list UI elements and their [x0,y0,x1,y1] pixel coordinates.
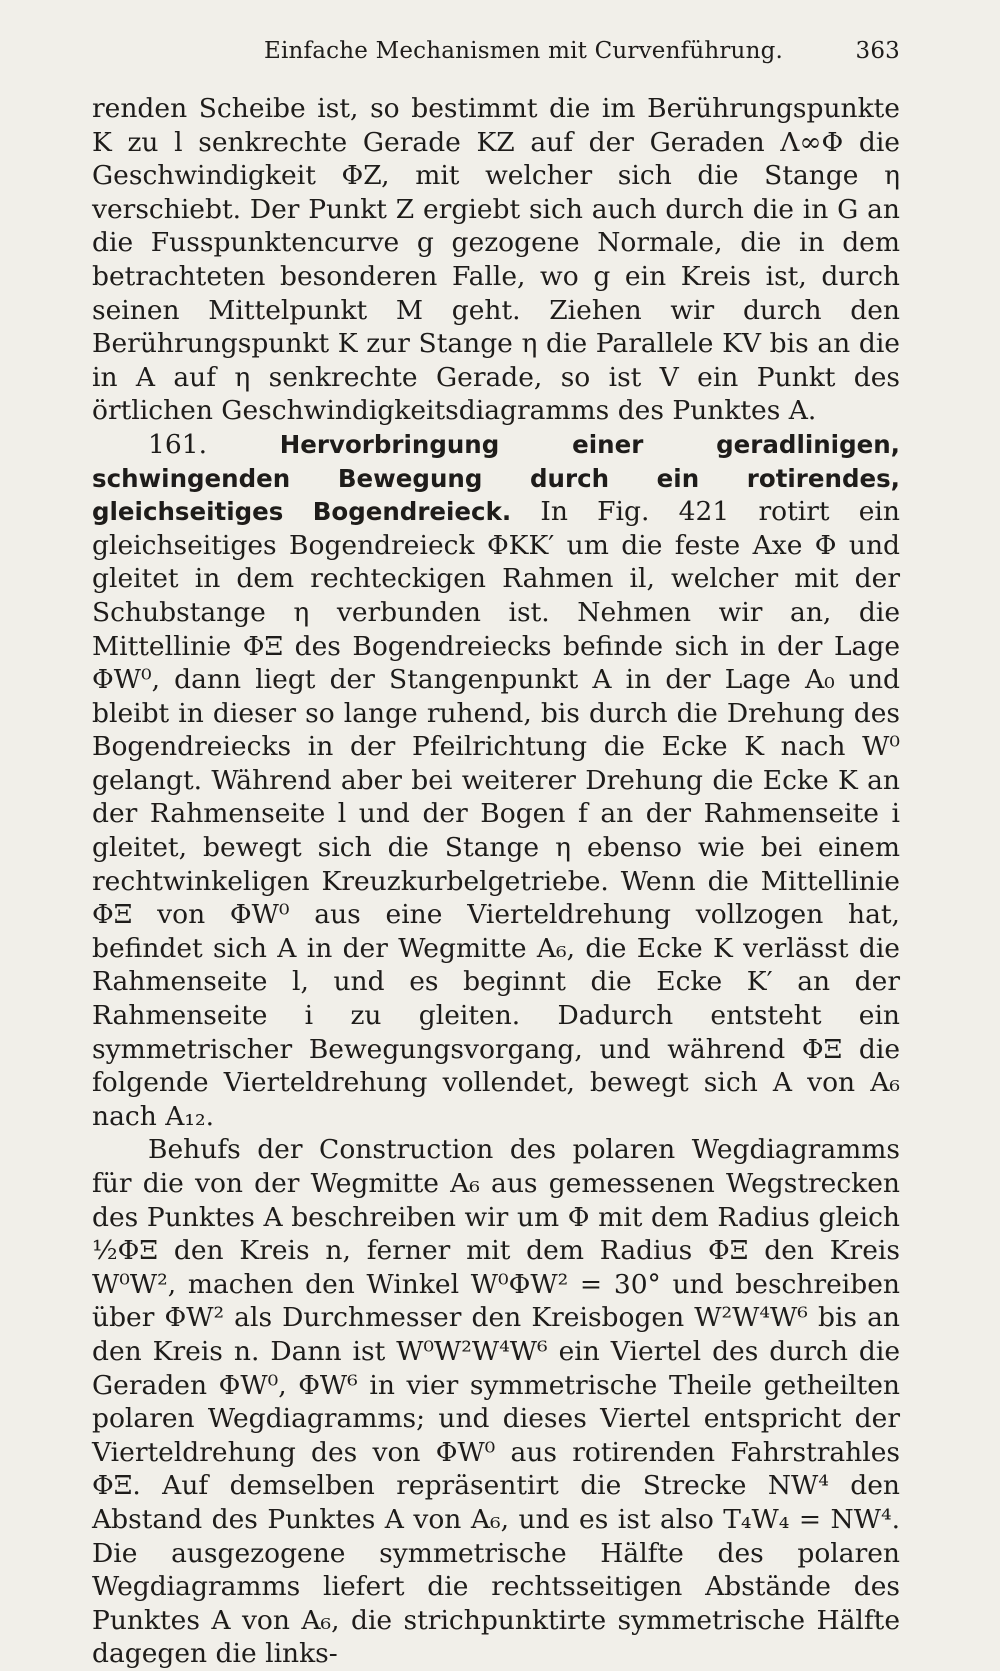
page-number: 363 [855,38,900,64]
section-161 [92,428,900,1133]
section-heading: Hervorbringung einer geradlinigen, schwingenden Bewegung durch ein rotirendes, gleichseitiges Bogendreieck. [92,429,900,527]
paragraph-text: Behufs der Construction des polaren Wegdiagramms für die von der Wegmitte A₆ aus gemessenen Wegstrecken des Punktes A beschreiben wir um Φ mit dem Radius gleich ½ΦΞ den Kreis n, ferner mit dem Radius ΦΞ den Kreis W⁰W², machen den Winkel W⁰ΦW² = 30° und beschreiben über ΦW² als Durchmesser den Kreisbogen W²W⁴W⁶ bis an den Kreis n. Dann ist W⁰W²W⁴W⁶ ein Viertel des durch die Geraden ΦW⁰, ΦW⁶ in vier symmetrische Theile getheilten polaren Wegdiagramms; und dieses Viertel entspricht der Vierteldrehung des von ΦW⁰ aus rotirenden Fahrstrahles ΦΞ. Auf demselben repräsentirt die Strecke NW⁴ den Abstand des Punktes A von A₆, und es ist also T₄W₄ = NW⁴. Die ausgezogene symmetrische Hälfte des polaren Wegdiagramms liefert die rechtsseitigen Abstände des Punktes A von A₆, die strichpunktirte symmetrische Hälfte dagegen die links- [92,1134,900,1670]
paragraph-text: renden Scheibe ist, so bestimmt die im Berührungspunkte K zu l senkrechte Gerade KZ auf der Geraden Λ∞Φ die Geschwindigkeit ΦZ, mit welcher sich die Stange η verschiebt. Der Punkt Z ergiebt sich auch durch die in G an die Fusspunktencurve g gezogene Normale, die in dem betrachteten besonderen Falle, wo g ein Kreis ist, durch seinen Mittelpunkt M geht. Ziehen wir durch den Berührungspunkt K zur Stange η die Parallele KV bis an die in A auf η senkrechte Gerade, so ist V ein Punkt des örtlichen Geschwindigkeitsdiagramms des Punktes A. [92,93,900,427]
running-title: Einfache Mechanismen mit Curvenführung. [264,38,784,64]
section-number: 161. [148,428,208,460]
body-text [92,92,900,1671]
paragraph [92,1133,900,1671]
paragraph-text: In Fig. 421 rotirt ein gleichseitiges Bogendreieck ΦKK′ um die feste Axe Φ und gleitet in dem rechteckigen Rahmen il, welcher mit der Schubstange η verbunden ist. Nehmen wir an, die Mittellinie ΦΞ des Bogendreiecks befinde sich in der Lage ΦW⁰, dann liegt der Stangenpunkt A in der Lage A₀ und bleibt in dieser so lange ruhend, bis durch die Drehung des Bogendreiecks in der Pfeilrichtung die Ecke K nach W⁰ gelangt. Während aber bei weiterer Drehung die Ecke K an der Rahmenseite l und der Bogen f an der Rahmenseite i gleitet, bewegt sich die Stange η ebenso wie bei einem rechtwinkeligen Kreuzkurbelgetriebe. Wenn die Mittellinie ΦΞ von ΦW⁰ aus eine Vierteldrehung vollzogen hat, befindet sich A in der Wegmitte A₆, die Ecke K verlässt die Rahmenseite l, und es beginnt die Ecke K′ an der Rahmenseite i zu gleiten. Dadurch entsteht ein symmetrischer Bewegungsvorgang, und während ΦΞ die folgende Vierteldrehung vollendet, bewegt sich A von A₆ nach A₁₂. [92,496,900,1132]
paragraph-continued [92,92,900,428]
